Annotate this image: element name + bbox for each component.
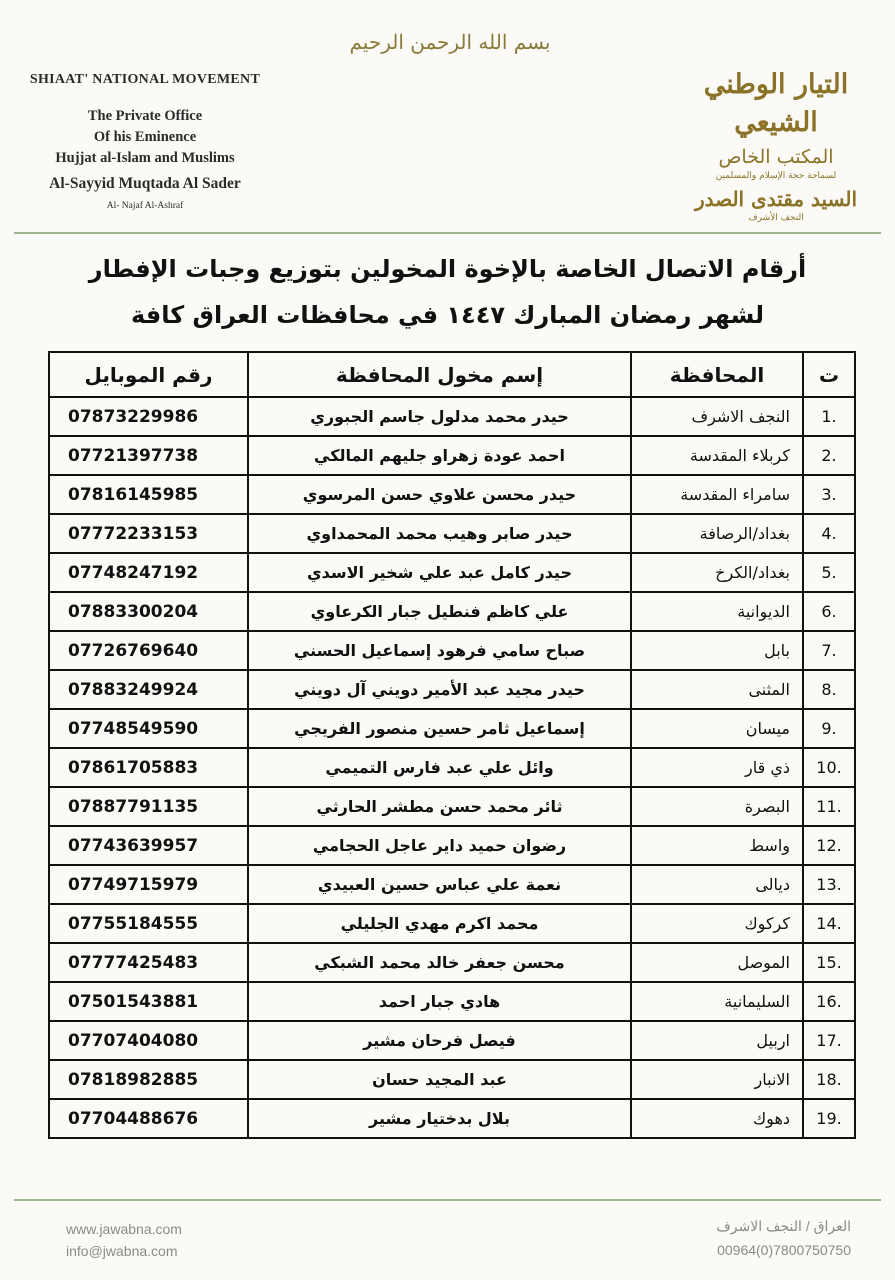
table-row (49, 709, 855, 748)
table-row (49, 514, 855, 553)
header-divider (14, 232, 881, 234)
row-authorized-name: احمد عودة زهراو جليهم المالكي (248, 436, 631, 475)
row-phone: 07743639957 (49, 826, 248, 865)
row-number: 14. (803, 904, 855, 943)
org-name-en: SHIAAT' NATIONAL MOVEMENT (29, 72, 261, 87)
row-number: 5. (803, 553, 855, 592)
row-authorized-name: نعمة علي عباس حسين العبيدي (248, 865, 631, 904)
table-row (49, 592, 855, 631)
row-authorized-name: رضوان حميد داير عاجل الحجامي (248, 826, 631, 865)
row-authorized-name: حيدر مجيد عبد الأمير دويني آل دويني (248, 670, 631, 709)
row-governorate: ديالى (631, 865, 803, 904)
table-row (49, 826, 855, 865)
footer-address: العراق / النجف الاشرف (716, 1218, 851, 1234)
row-phone: 07772233153 (49, 514, 248, 553)
row-authorized-name: بلال بدختيار مشير (248, 1099, 631, 1138)
row-governorate: بابل (631, 631, 803, 670)
title-line-2: لشهر رمضان المبارك ١٤٤٧ في محافظات العراق كافة (130, 301, 765, 329)
footer-divider (14, 1199, 881, 1201)
row-phone: 07755184555 (49, 904, 248, 943)
row-governorate: السليمانية (631, 982, 803, 1021)
row-authorized-name: محسن جعفر خالد محمد الشبكي (248, 943, 631, 982)
honorific-ar: لسماحة حجة الإسلام والمسلمين (715, 171, 837, 181)
row-governorate: ميسان (631, 709, 803, 748)
row-phone: 07721397738 (49, 436, 248, 475)
contacts-table (48, 351, 856, 1139)
basmala: بسم الله الرحمن الرحيم (349, 30, 551, 54)
row-number: 11. (803, 787, 855, 826)
row-number: 15. (803, 943, 855, 982)
row-authorized-name: ثائر محمد حسن مطشر الحارثي (248, 787, 631, 826)
row-governorate: اربيل (631, 1021, 803, 1060)
table-row (49, 865, 855, 904)
row-governorate: الديوانية (631, 592, 803, 631)
row-authorized-name: حيدر صابر وهيب محمد المحمداوي (248, 514, 631, 553)
row-number: 19. (803, 1099, 855, 1138)
header-num: ت (803, 352, 855, 397)
table-row (49, 475, 855, 514)
table-row (49, 1060, 855, 1099)
document-title (40, 246, 855, 338)
row-authorized-name: حيدر محسن علاوي حسن المرسوي (248, 475, 631, 514)
footer-phone: 00964(0)7800750750 (717, 1242, 851, 1258)
row-authorized-name: عبد المجيد حسان (248, 1060, 631, 1099)
org-name-ar: التيار الوطني الشيعي (703, 69, 849, 138)
row-number: 8. (803, 670, 855, 709)
table-row (49, 631, 855, 670)
row-phone: 07707404080 (49, 1021, 248, 1060)
row-phone: 07501543881 (49, 982, 248, 1021)
contacts-table-wrapper (48, 351, 850, 1139)
footer-contact-web (66, 1218, 182, 1262)
row-authorized-name: فيصل فرحان مشير (248, 1021, 631, 1060)
row-governorate: النجف الاشرف (631, 397, 803, 436)
table-row (49, 670, 855, 709)
row-authorized-name: محمد اكرم مهدي الجليلي (248, 904, 631, 943)
table-row (49, 436, 855, 475)
table-header-row (49, 352, 855, 397)
row-governorate: كربلاء المقدسة (631, 436, 803, 475)
person-name-ar: السيد مقتدى الصدر (694, 187, 858, 211)
row-governorate: البصرة (631, 787, 803, 826)
row-governorate: بغداد/الكرخ (631, 553, 803, 592)
row-authorized-name: علي كاظم فنطيل جبار الكرعاوي (248, 592, 631, 631)
person-name-en: Al-Sayyid Muqtada Al Sader (49, 175, 241, 192)
row-phone: 07816145985 (49, 475, 248, 514)
table-row (49, 787, 855, 826)
table-row (49, 1099, 855, 1138)
row-governorate: المثنى (631, 670, 803, 709)
header-governorate: المحافظة (631, 352, 803, 397)
row-authorized-name: صباح سامي فرهود إسماعيل الحسني (248, 631, 631, 670)
row-phone: 07748247192 (49, 553, 248, 592)
row-number: 17. (803, 1021, 855, 1060)
footer-email[interactable]: info@jwabna.com (66, 1243, 178, 1259)
row-number: 16. (803, 982, 855, 1021)
row-governorate: سامراء المقدسة (631, 475, 803, 514)
english-letterhead (10, 72, 280, 211)
row-governorate: كركوك (631, 904, 803, 943)
row-governorate: الموصل (631, 943, 803, 982)
table-row (49, 397, 855, 436)
city-en: Al- Najaf Al-Ashraf (106, 201, 184, 211)
office-line-2: Of his Eminence (93, 129, 197, 145)
row-authorized-name: حيدر محمد مدلول جاسم الجبوري (248, 397, 631, 436)
row-phone: 07883300204 (49, 592, 248, 631)
row-phone: 07704488676 (49, 1099, 248, 1138)
row-number: 3. (803, 475, 855, 514)
office-ar: المكتب الخاص (718, 146, 834, 168)
table-row (49, 748, 855, 787)
row-number: 6. (803, 592, 855, 631)
office-line-3: Hujjat al-Islam and Muslims (55, 150, 235, 166)
header-name: إسم مخول المحافظة (248, 352, 631, 397)
row-authorized-name: إسماعيل ثامر حسين منصور الفريجي (248, 709, 631, 748)
row-governorate: دهوك (631, 1099, 803, 1138)
table-row (49, 904, 855, 943)
row-phone: 07883249924 (49, 670, 248, 709)
row-number: 7. (803, 631, 855, 670)
row-phone: 07861705883 (49, 748, 248, 787)
row-phone: 07777425483 (49, 943, 248, 982)
row-phone: 07887791135 (49, 787, 248, 826)
row-number: 1. (803, 397, 855, 436)
office-line-1: The Private Office (87, 108, 203, 124)
row-authorized-name: هادي جبار احمد (248, 982, 631, 1021)
row-phone: 07749715979 (49, 865, 248, 904)
arabic-letterhead (671, 66, 881, 224)
title-line-1: أرقام الاتصال الخاصة بالإخوة المخولين بتوزيع وجبات الإفطار (88, 255, 807, 283)
row-phone: 07748549590 (49, 709, 248, 748)
row-governorate: ذي قار (631, 748, 803, 787)
row-phone: 07818982885 (49, 1060, 248, 1099)
row-governorate: بغداد/الرصافة (631, 514, 803, 553)
row-authorized-name: حيدر كامل عبد علي شخير الاسدي (248, 553, 631, 592)
city-ar: النجف الأشرف (748, 213, 804, 223)
footer-contact-address (716, 1214, 851, 1262)
footer-website[interactable]: www.jawabna.com (66, 1221, 182, 1237)
row-number: 4. (803, 514, 855, 553)
row-authorized-name: وائل علي عبد فارس التميمي (248, 748, 631, 787)
table-row (49, 982, 855, 1021)
row-phone: 07873229986 (49, 397, 248, 436)
header-phone: رقم الموبايل (49, 352, 248, 397)
row-governorate: الانبار (631, 1060, 803, 1099)
table-body (49, 397, 855, 1138)
row-number: 12. (803, 826, 855, 865)
row-governorate: واسط (631, 826, 803, 865)
row-phone: 07726769640 (49, 631, 248, 670)
row-number: 13. (803, 865, 855, 904)
row-number: 2. (803, 436, 855, 475)
table-row (49, 1021, 855, 1060)
row-number: 9. (803, 709, 855, 748)
table-row (49, 943, 855, 982)
row-number: 10. (803, 748, 855, 787)
row-number: 18. (803, 1060, 855, 1099)
table-row (49, 553, 855, 592)
